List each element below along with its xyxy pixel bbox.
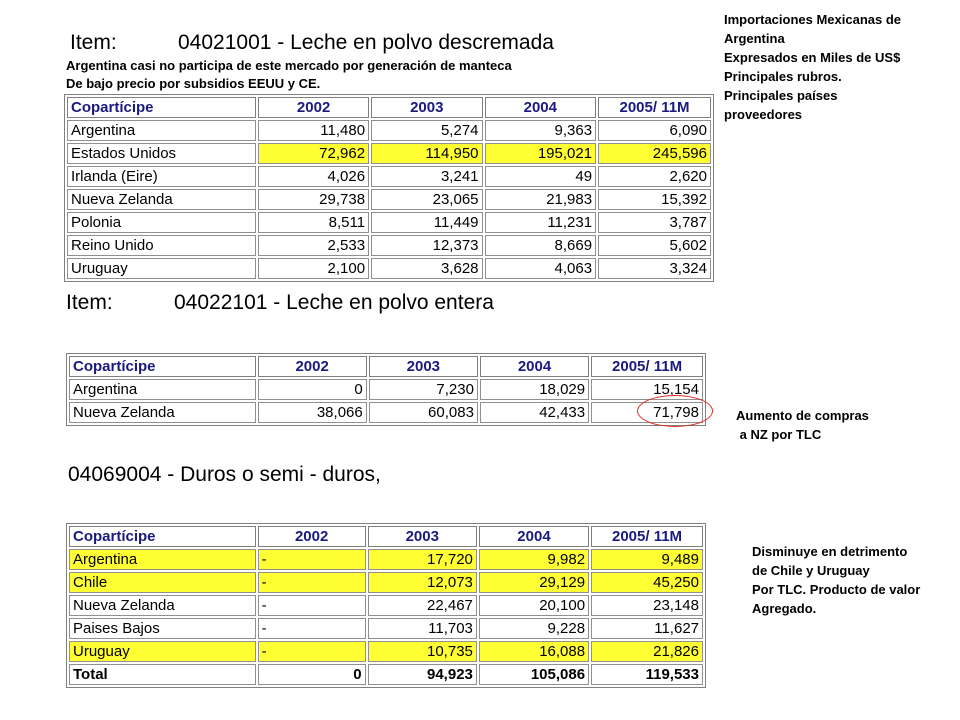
value-cell: 10,735 bbox=[368, 641, 477, 662]
table-row bbox=[67, 189, 711, 210]
value-cell: 29,738 bbox=[258, 189, 369, 210]
item-label: Item: bbox=[66, 291, 113, 314]
value-cell: 49 bbox=[485, 166, 597, 187]
value-cell: 60,083 bbox=[369, 402, 478, 423]
note-line: proveedores bbox=[724, 107, 803, 122]
note-line: Principales países bbox=[724, 88, 838, 103]
note-line: de Chile y Uruguay bbox=[752, 563, 870, 578]
value-cell: 12,073 bbox=[368, 572, 477, 593]
table-row bbox=[69, 618, 703, 639]
column-header: 2005/ 11M bbox=[598, 97, 711, 118]
value-cell: 38,066 bbox=[258, 402, 367, 423]
value-cell: 11,480 bbox=[258, 120, 369, 141]
value-cell: 15,392 bbox=[598, 189, 711, 210]
country-cell: Nueva Zelanda bbox=[69, 402, 256, 423]
value-cell: 4,063 bbox=[485, 258, 597, 279]
table-row bbox=[67, 120, 711, 141]
value-cell: 195,021 bbox=[485, 143, 597, 164]
value-cell: - bbox=[258, 549, 366, 570]
table-row bbox=[67, 235, 711, 256]
value-cell: 9,489 bbox=[591, 549, 703, 570]
table-header-row bbox=[67, 97, 711, 118]
country-cell: Argentina bbox=[69, 379, 256, 400]
note-line: Expresados en Miles de US$ bbox=[724, 50, 901, 65]
value-cell: 5,274 bbox=[371, 120, 482, 141]
value-cell: 0 bbox=[258, 379, 367, 400]
column-header: 2002 bbox=[258, 526, 366, 547]
value-cell: 23,148 bbox=[591, 595, 703, 616]
value-cell: 8,511 bbox=[258, 212, 369, 233]
table-row bbox=[67, 212, 711, 233]
value-cell: 11,231 bbox=[485, 212, 597, 233]
country-cell: Polonia bbox=[67, 212, 256, 233]
table1-notes bbox=[66, 57, 512, 93]
table-row bbox=[69, 402, 703, 423]
country-cell: Paises Bajos bbox=[69, 618, 256, 639]
column-header: Copartícipe bbox=[69, 526, 256, 547]
column-header: 2004 bbox=[480, 356, 589, 377]
value-cell: 11,627 bbox=[591, 618, 703, 639]
country-cell: Chile bbox=[69, 572, 256, 593]
value-cell: 119,533 bbox=[591, 664, 703, 685]
value-cell: 18,029 bbox=[480, 379, 589, 400]
note-line: Por TLC. Producto de valor bbox=[752, 582, 921, 597]
value-cell: 23,065 bbox=[371, 189, 482, 210]
country-cell: Estados Unidos bbox=[67, 143, 256, 164]
country-cell: Argentina bbox=[69, 549, 256, 570]
value-cell: 5,602 bbox=[598, 235, 711, 256]
table-row bbox=[67, 143, 711, 164]
column-header: 2003 bbox=[369, 356, 478, 377]
note-line: Argentina bbox=[724, 31, 785, 46]
country-cell: Uruguay bbox=[69, 641, 256, 662]
country-cell: Irlanda (Eire) bbox=[67, 166, 256, 187]
country-cell: Nueva Zelanda bbox=[67, 189, 256, 210]
nz-note bbox=[736, 406, 869, 444]
table-row bbox=[69, 549, 703, 570]
table1 bbox=[64, 94, 714, 282]
column-header: 2002 bbox=[258, 356, 367, 377]
value-cell: 72,962 bbox=[258, 143, 369, 164]
table-row bbox=[69, 664, 703, 685]
value-cell: 6,090 bbox=[598, 120, 711, 141]
value-cell: 17,720 bbox=[368, 549, 477, 570]
value-cell: 2,100 bbox=[258, 258, 369, 279]
value-cell: 105,086 bbox=[479, 664, 589, 685]
column-header: 2003 bbox=[368, 526, 477, 547]
value-cell: 0 bbox=[258, 664, 366, 685]
value-cell: 15,154 bbox=[591, 379, 703, 400]
country-cell: Nueva Zelanda bbox=[69, 595, 256, 616]
value-cell: 94,923 bbox=[368, 664, 477, 685]
table-row bbox=[69, 572, 703, 593]
value-cell: 3,628 bbox=[371, 258, 482, 279]
value-cell: 245,596 bbox=[598, 143, 711, 164]
column-header: 2005/ 11M bbox=[591, 356, 703, 377]
value-cell: 42,433 bbox=[480, 402, 589, 423]
country-cell: Total bbox=[69, 664, 256, 685]
value-cell: 7,230 bbox=[369, 379, 478, 400]
value-cell: 4,026 bbox=[258, 166, 369, 187]
value-cell: 2,620 bbox=[598, 166, 711, 187]
note-line: De bajo precio por subsidios EEUU y CE. bbox=[66, 76, 321, 91]
column-header: 2003 bbox=[371, 97, 482, 118]
country-cell: Uruguay bbox=[67, 258, 256, 279]
table3 bbox=[66, 523, 706, 688]
value-cell: 2,533 bbox=[258, 235, 369, 256]
column-header: 2002 bbox=[258, 97, 369, 118]
value-cell: 22,467 bbox=[368, 595, 477, 616]
value-cell: 71,798 bbox=[591, 402, 703, 423]
value-cell: 3,787 bbox=[598, 212, 711, 233]
table-row bbox=[69, 595, 703, 616]
table-header-row bbox=[69, 356, 703, 377]
column-header: 2004 bbox=[485, 97, 597, 118]
value-cell: 11,449 bbox=[371, 212, 482, 233]
column-header: 2004 bbox=[479, 526, 589, 547]
table-row bbox=[67, 258, 711, 279]
value-cell: 29,129 bbox=[479, 572, 589, 593]
value-cell: - bbox=[258, 595, 366, 616]
table-row bbox=[69, 379, 703, 400]
table-row bbox=[69, 641, 703, 662]
item-title: 04022101 - Leche en polvo entera bbox=[174, 291, 494, 314]
value-cell: - bbox=[258, 572, 366, 593]
value-cell: 16,088 bbox=[479, 641, 589, 662]
table2-heading bbox=[66, 291, 494, 315]
country-cell: Argentina bbox=[67, 120, 256, 141]
value-cell: 114,950 bbox=[371, 143, 482, 164]
table-header-row bbox=[69, 526, 703, 547]
value-cell: 45,250 bbox=[591, 572, 703, 593]
column-header: 2005/ 11M bbox=[591, 526, 703, 547]
note-line: Principales rubros. bbox=[724, 69, 842, 84]
value-cell: 3,241 bbox=[371, 166, 482, 187]
value-cell: 21,826 bbox=[591, 641, 703, 662]
highlight-circle bbox=[637, 395, 713, 427]
value-cell: 8,669 bbox=[485, 235, 597, 256]
table3-heading bbox=[68, 463, 381, 487]
note-line: Aumento de compras bbox=[736, 408, 869, 423]
table1-heading bbox=[70, 31, 554, 55]
note-line: Argentina casi no participa de este mercado por generación de manteca bbox=[66, 58, 512, 73]
value-cell: 9,228 bbox=[479, 618, 589, 639]
note-line: Agregado. bbox=[752, 601, 817, 616]
column-header: Copartícipe bbox=[69, 356, 256, 377]
item-label: Item: bbox=[70, 31, 117, 54]
import-summary-note bbox=[724, 10, 960, 124]
table-row bbox=[67, 166, 711, 187]
value-cell: 9,982 bbox=[479, 549, 589, 570]
value-cell: 3,324 bbox=[598, 258, 711, 279]
note-line: Disminuye en detrimento bbox=[752, 544, 908, 559]
value-cell: 21,983 bbox=[485, 189, 597, 210]
duros-note bbox=[752, 542, 920, 618]
value-cell: - bbox=[258, 618, 366, 639]
item-title: 04021001 - Leche en polvo descremada bbox=[178, 31, 554, 54]
column-header: Copartícipe bbox=[67, 97, 256, 118]
value-cell: - bbox=[258, 641, 366, 662]
country-cell: Reino Unido bbox=[67, 235, 256, 256]
note-line: Importaciones Mexicanas de bbox=[724, 12, 902, 27]
value-cell: 11,703 bbox=[368, 618, 477, 639]
value-cell: 12,373 bbox=[371, 235, 482, 256]
table2 bbox=[66, 353, 706, 426]
value-cell: 9,363 bbox=[485, 120, 597, 141]
note-line: a NZ por TLC bbox=[736, 427, 822, 442]
value-cell: 20,100 bbox=[479, 595, 589, 616]
item-title: 04069004 - Duros o semi - duros, bbox=[68, 463, 381, 486]
